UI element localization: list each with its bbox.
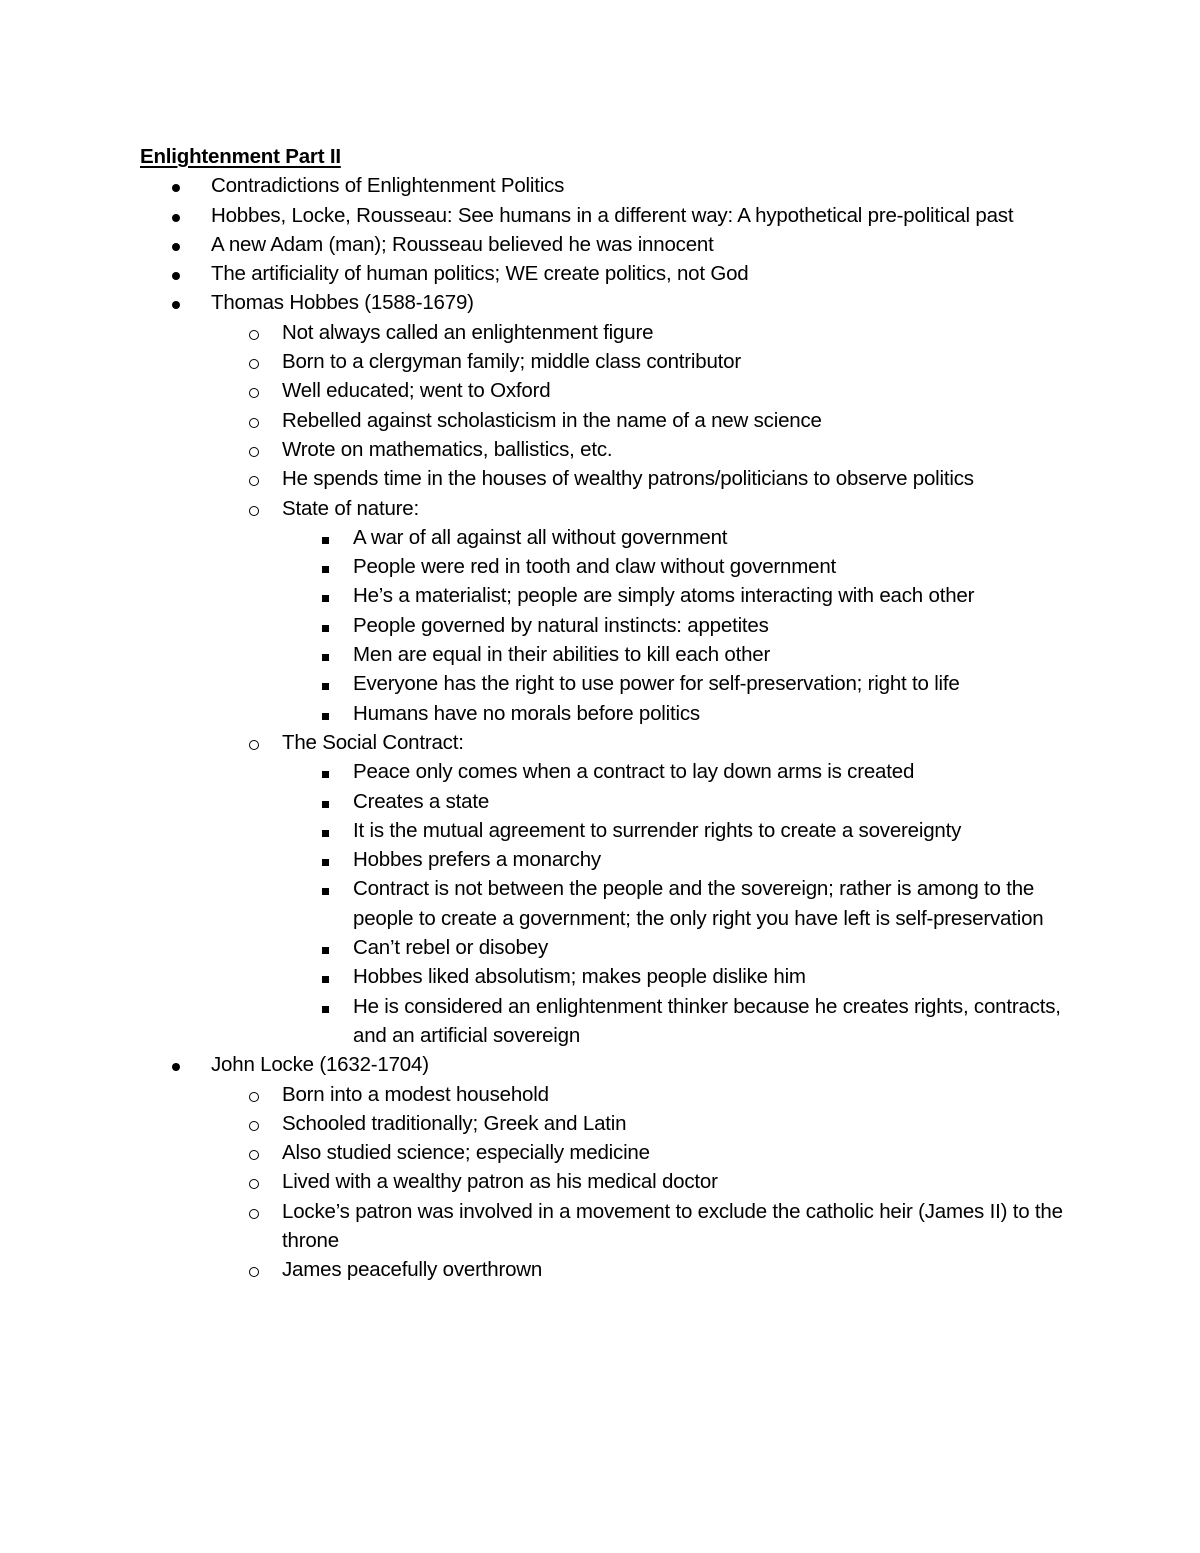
bullet-square-icon bbox=[322, 845, 329, 874]
bullet-square-icon bbox=[322, 581, 329, 610]
bullet-dot-icon bbox=[172, 259, 180, 288]
bullet-circle-icon bbox=[249, 494, 259, 524]
sub-sub-list-item: A war of all against all without government bbox=[282, 523, 1070, 552]
sub-list-item: James peacefully overthrown bbox=[211, 1255, 1070, 1284]
bullet-dot-icon bbox=[172, 171, 180, 200]
sub-sub-list-state-of-nature bbox=[282, 523, 1070, 728]
bullet-circle-icon bbox=[249, 464, 259, 494]
list-item: Contradictions of Enlightenment Politics bbox=[140, 171, 1070, 200]
list-item: A new Adam (man); Rousseau believed he was innocent bbox=[140, 230, 1070, 259]
sub-list-item: Lived with a wealthy patron as his medical doctor bbox=[211, 1167, 1070, 1196]
sub-list-hobbes bbox=[211, 318, 1070, 1050]
sub-list-item: Locke’s patron was involved in a movement to exclude the catholic heir (James II) to the throne bbox=[211, 1197, 1070, 1256]
bullet-dot-icon bbox=[172, 288, 180, 317]
sub-list-item-social-contract: The Social Contract: Peace only comes when a contract to lay down arms is created Creates a state It is the mutual agreement to surrender rights to create a sovereignty Hobbes prefers a monarchy Contract is not between the people and the sovereign; rather is among to the people to create a government; the only right you have left is self-preservation Can’t rebel or disobey Hobbes liked absolutism; makes people dislike him He is considered an enlightenment thinker because he creates rights, contracts, and an artificial sovereign bbox=[211, 728, 1070, 1050]
sub-sub-list-item: Creates a state bbox=[282, 787, 1070, 816]
sub-list-item: Born to a clergyman family; middle class contributor bbox=[211, 347, 1070, 376]
sub-sub-list-item: Peace only comes when a contract to lay down arms is created bbox=[282, 757, 1070, 786]
bullet-square-icon bbox=[322, 992, 329, 1021]
bullet-dot-icon bbox=[172, 201, 180, 230]
sub-sub-list-item: People were red in tooth and claw without government bbox=[282, 552, 1070, 581]
bullet-square-icon bbox=[322, 962, 329, 991]
bullet-dot-icon bbox=[172, 1050, 180, 1079]
list-item-hobbes: Thomas Hobbes (1588-1679) Not always called an enlightenment figure Born to a clergyman family; middle class contributor Well educated; went to Oxford Rebelled against scholasticism in the name of a new science Wrote on mathematics, ballistics, etc. He spends time in the houses of wealthy patrons/politicians to observe politics State of nature: A war of all against all without government People were red in tooth and claw without government He’s a materialist; people are simply atoms interacting with each other People governed by natural instincts: appetites Men are equal in their abilities to kill each other Everyone has the right to use power for self-preservation; right to life Humans have no morals before politics The Social Contract: Peace only comes when a contract to lay down arms is created Creates a state It is the mutual agreement to surrender rights to create a sovereignty Hobbes prefers a monarchy Contract is not between the people and the sovereign; rather is among to the people to create a government; the only right you have left is self-preservation Can’t rebel or disobey Hobbes liked absolutism; makes people dislike him He is considered an enlightenment thinker because he creates rights, contracts, and an artificial sovereign bbox=[140, 288, 1070, 1050]
list-item-locke: John Locke (1632-1704) Born into a modest household Schooled traditionally; Greek and Latin Also studied science; especially medicine Lived with a wealthy patron as his medical doctor Locke’s patron was involved in a movement to exclude the catholic heir (James II) to the throne James peacefully overthrown bbox=[140, 1050, 1070, 1284]
bullet-circle-icon bbox=[249, 1255, 259, 1285]
bullet-square-icon bbox=[322, 816, 329, 845]
sub-sub-list-item: Can’t rebel or disobey bbox=[282, 933, 1070, 962]
sub-list-item: Well educated; went to Oxford bbox=[211, 376, 1070, 405]
bullet-circle-icon bbox=[249, 1080, 259, 1110]
sub-sub-list-item: Everyone has the right to use power for self-preservation; right to life bbox=[282, 669, 1070, 698]
bullet-square-icon bbox=[322, 874, 329, 903]
sub-sub-list-item: Hobbes liked absolutism; makes people dislike him bbox=[282, 962, 1070, 991]
bullet-square-icon bbox=[322, 757, 329, 786]
bullet-square-icon bbox=[322, 611, 329, 640]
bullet-square-icon bbox=[322, 552, 329, 581]
document-title: Enlightenment Part II bbox=[140, 145, 341, 168]
bullet-list bbox=[140, 171, 1070, 1284]
bullet-square-icon bbox=[322, 787, 329, 816]
sub-list-item: Also studied science; especially medicine bbox=[211, 1138, 1070, 1167]
sub-sub-list-item: He is considered an enlightenment thinker because he creates rights, contracts, and an artificial sovereign bbox=[282, 992, 1070, 1051]
bullet-circle-icon bbox=[249, 1138, 259, 1168]
sub-sub-list-item: It is the mutual agreement to surrender rights to create a sovereignty bbox=[282, 816, 1070, 845]
bullet-circle-icon bbox=[249, 376, 259, 406]
bullet-circle-icon bbox=[249, 1197, 259, 1227]
bullet-circle-icon bbox=[249, 347, 259, 377]
sub-list-item: Rebelled against scholasticism in the name of a new science bbox=[211, 406, 1070, 435]
sub-list-item: Schooled traditionally; Greek and Latin bbox=[211, 1109, 1070, 1138]
bullet-circle-icon bbox=[249, 728, 259, 758]
bullet-circle-icon bbox=[249, 1109, 259, 1139]
bullet-circle-icon bbox=[249, 1167, 259, 1197]
sub-sub-list-item: Contract is not between the people and the sovereign; rather is among to the people to create a government; the only right you have left is self-preservation bbox=[282, 874, 1070, 933]
bullet-dot-icon bbox=[172, 230, 180, 259]
list-item: The artificiality of human politics; WE create politics, not God bbox=[140, 259, 1070, 288]
sub-sub-list-item: Men are equal in their abilities to kill each other bbox=[282, 640, 1070, 669]
bullet-square-icon bbox=[322, 669, 329, 698]
sub-list-item: Not always called an enlightenment figure bbox=[211, 318, 1070, 347]
bullet-square-icon bbox=[322, 523, 329, 552]
list-item: Hobbes, Locke, Rousseau: See humans in a different way: A hypothetical pre-political past bbox=[140, 201, 1070, 230]
bullet-circle-icon bbox=[249, 435, 259, 465]
document-body bbox=[140, 142, 1070, 1285]
sub-list-item: Wrote on mathematics, ballistics, etc. bbox=[211, 435, 1070, 464]
sub-list-item: He spends time in the houses of wealthy patrons/politicians to observe politics bbox=[211, 464, 1070, 493]
sub-sub-list-item: People governed by natural instincts: appetites bbox=[282, 611, 1070, 640]
bullet-circle-icon bbox=[249, 406, 259, 436]
bullet-square-icon bbox=[322, 640, 329, 669]
sub-list-locke bbox=[211, 1080, 1070, 1285]
bullet-square-icon bbox=[322, 933, 329, 962]
sub-sub-list-item: He’s a materialist; people are simply atoms interacting with each other bbox=[282, 581, 1070, 610]
sub-sub-list-item: Humans have no morals before politics bbox=[282, 699, 1070, 728]
bullet-circle-icon bbox=[249, 318, 259, 348]
bullet-square-icon bbox=[322, 699, 329, 728]
sub-list-item-state-of-nature: State of nature: A war of all against all without government People were red in tooth and claw without government He’s a materialist; people are simply atoms interacting with each other People governed by natural instincts: appetites Men are equal in their abilities to kill each other Everyone has the right to use power for self-preservation; right to life Humans have no morals before politics bbox=[211, 494, 1070, 728]
sub-list-item: Born into a modest household bbox=[211, 1080, 1070, 1109]
sub-sub-list-social-contract bbox=[282, 757, 1070, 1050]
sub-sub-list-item: Hobbes prefers a monarchy bbox=[282, 845, 1070, 874]
